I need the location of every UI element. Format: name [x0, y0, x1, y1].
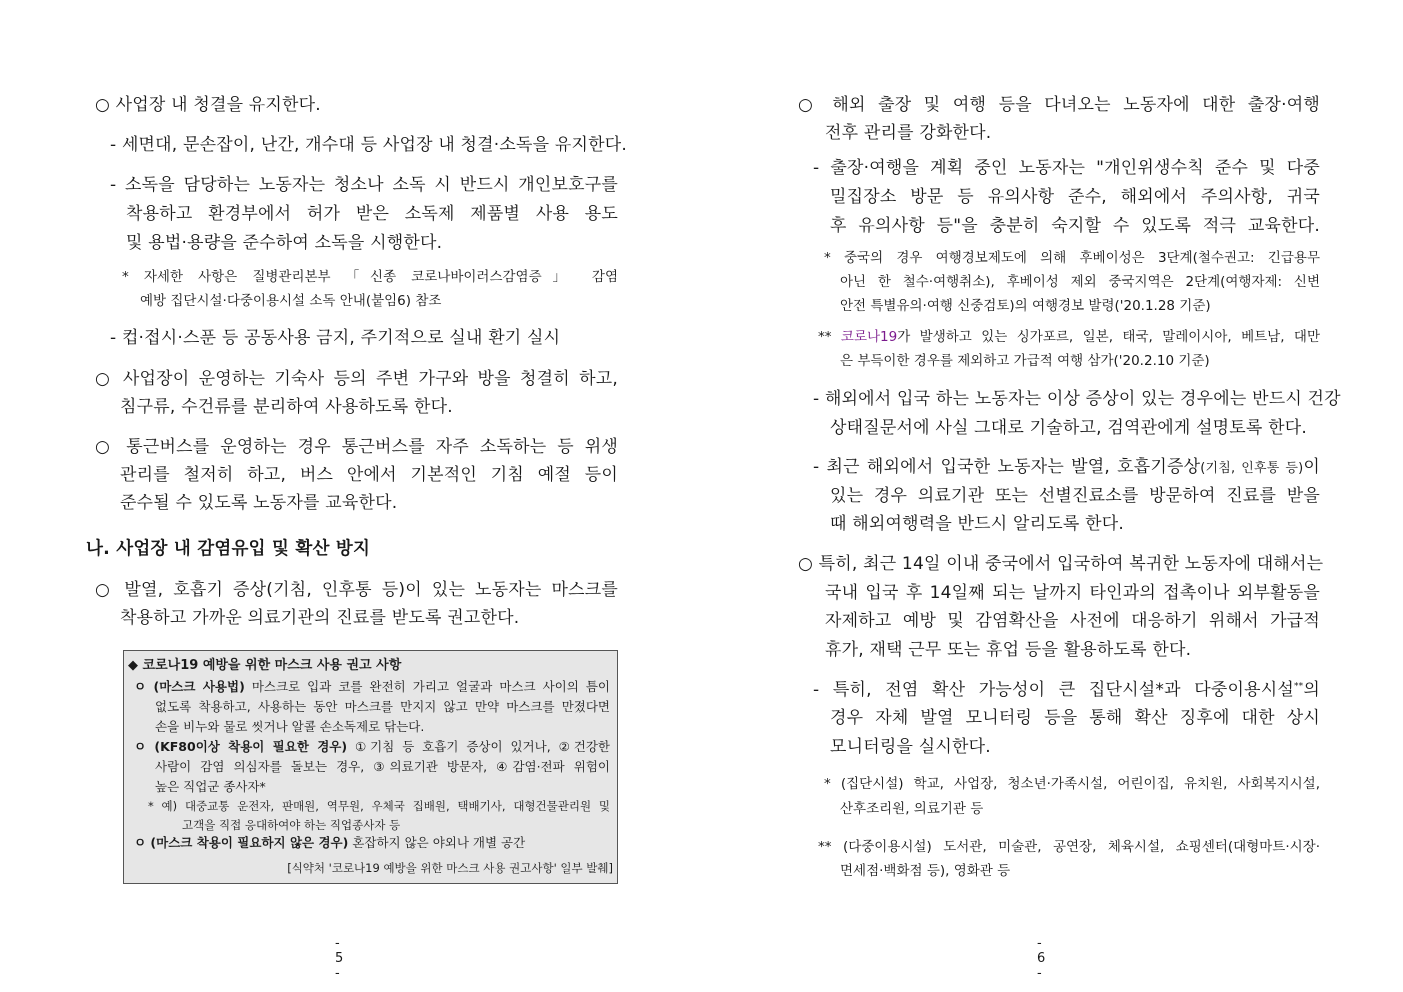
- bullet-cleanliness: ○ 사업장 내 청결을 유지한다.: [95, 95, 321, 115]
- box-item-mask-usage-text: 마스크로 입과 코를 완전히 가리고 얼굴과 마스크 사이의 틈이: [251, 679, 610, 694]
- dash-recent-entry-symptoms: (기침, 인후통 등): [1200, 461, 1304, 476]
- dash-facility-monitoring-2: 경우 자체 발열 모니터링 등을 통해 확산 징후에 대한 상시: [830, 708, 1320, 728]
- bullet-china-14days-2: 국내 입국 후 14일째 되는 날까지 타인과의 접촉이나 외부활동을: [825, 583, 1320, 603]
- dash-disinfect-facilities: - 세면대, 문손잡이, 난간, 개수대 등 사업장 내 청결·소독을 유지한다.: [110, 135, 627, 155]
- dash-facility-monitoring-1: [813, 679, 1320, 701]
- dash-planning-travel-1: - 출장·여행을 계획 중인 노동자는 "개인위생수칙 준수 및 다중: [813, 158, 1320, 178]
- box-source: [식약처 '코로나19 예방을 위한 마스크 사용 권고사항' 일부 발췌]: [287, 861, 613, 875]
- bullet-overseas-travel-2: 전후 관리를 강화한다.: [825, 123, 992, 143]
- bullet-overseas-travel-1: ○ 해외 출장 및 여행 등을 다녀오는 노동자에 대한 출장·여행: [798, 95, 1320, 115]
- bullet-commuter-bus-2: 관리를 철저히 하고, 버스 안에서 기본적인 기침 예절 등이: [120, 465, 618, 485]
- box-note-occupations-2: 고객을 직접 응대하여야 하는 직업종사자 등: [182, 818, 401, 832]
- note-china-advisory-1: * 중국의 경우 여행경보제도에 의해 후베이성은 3단계(철수권고: 긴급용무: [824, 250, 1320, 266]
- box-note-occupations-1: * 예) 대중교통 운전자, 판매원, 역무원, 우체국 집배원, 택배기사, 대형건물관리원 및: [148, 799, 610, 813]
- bullet-dormitory-1: ○ 사업장이 운영하는 기숙사 등의 주변 가구와 방을 청결히 하고,: [95, 369, 618, 389]
- double-asterisk: **: [1293, 681, 1304, 692]
- page-number-5: - 5 -: [335, 936, 346, 981]
- note-marker: **: [818, 329, 832, 345]
- note-china-advisory-2: 아닌 한 철수·여행취소), 후베이성 제외 중국지역은 2단계(여행자제: 신변: [840, 274, 1320, 290]
- box-item-mask-usage-3: 손을 비누와 물로 씻거나 알콜 손소독제로 닦는다.: [155, 719, 425, 734]
- dash-facility-monitoring-text: - 특히, 전염 확산 가능성이 큰 집단시설*과 다중이용시설: [813, 680, 1294, 700]
- dash-planning-travel-3: 후 유의사항 등"을 충분히 숙지할 수 있도록 적극 교육한다.: [830, 216, 1320, 236]
- dash-facility-monitoring-particle: 의: [1303, 680, 1320, 700]
- dash-disinfection-worker-3: 및 용법·용량을 준수하여 소독을 시행한다.: [126, 233, 443, 253]
- bullet-dormitory-2: 침구류, 수건류를 분리하여 사용하도록 한다.: [120, 397, 453, 417]
- box-item-kf80-text: ①기침 등 호흡기 증상이 있거나, ②건강한: [354, 739, 610, 754]
- dash-planning-travel-2: 밀집장소 방문 등 유의사항 준수, 해외에서 주의사항, 귀국: [830, 187, 1320, 207]
- bullet-china-14days-4: 휴가, 재택 근무 또는 휴업 등을 활용하도록 한다.: [825, 640, 1192, 660]
- note-disinfection-guide-2: 예방 집단시설·다중이용시설 소독 안내(붙임6) 참조: [140, 293, 442, 309]
- box-item-mask-usage-1: [134, 679, 610, 695]
- note-asia-advisory-2: 은 부득이한 경우를 제외하고 가급적 여행 삼가('20.2.10 기준): [840, 353, 1210, 369]
- dash-shared-utensils: - 컵·접시·스푼 등 공동사용 금지, 주기적으로 실내 환기 실시: [110, 328, 561, 348]
- box-item-kf80-1: [134, 739, 610, 755]
- note-asia-advisory-text: 가 발생하고 있는 싱가포르, 일본, 태국, 말레이시아, 베트남, 대만: [897, 329, 1321, 345]
- box-item-kf80-3: 높은 직업군 종사자*: [155, 779, 266, 794]
- mask-recommendation-box: [123, 650, 618, 884]
- box-item-kf80-2: 사람이 감염 의심자를 돌보는 경우, ③의료기관 방문자, ④감염·전파 위험이: [155, 759, 610, 774]
- box-item-mask-usage-2: 없도록 착용하고, 사용하는 동안 마스크를 만지지 않고 만약 마스크를 만졌다면: [155, 699, 610, 714]
- note-group-facilities-1: * (집단시설) 학교, 사업장, 청소년·가족시설, 어린이집, 유치원, 사회복지시설,: [824, 776, 1320, 792]
- section-heading: 나. 사업장 내 감염유입 및 확산 방지: [86, 539, 371, 559]
- dash-recent-entry-3: 때 해외여행력을 반드시 알리도록 한다.: [830, 514, 1124, 534]
- dash-recent-entry-1: [813, 456, 1320, 480]
- bullet-commuter-bus-1: ○ 통근버스를 운영하는 경우 통근버스를 자주 소독하는 등 위생: [95, 437, 618, 457]
- dash-disinfection-worker-2: 착용하고 환경부에서 허가 받은 소독제 제품별 사용 용도: [126, 204, 618, 224]
- bullet-china-14days-3: 자제하고 예방 및 감염확산을 사전에 대응하기 위해서 가급적: [825, 611, 1320, 631]
- page-number-6: - 6 -: [1037, 936, 1048, 981]
- dash-facility-monitoring-3: 모니터링을 실시한다.: [830, 737, 991, 757]
- bullet-commuter-bus-3: 준수될 수 있도록 노동자를 교육한다.: [120, 493, 398, 513]
- dash-recent-entry-text: - 최근 해외에서 입국한 노동자는 발열, 호흡기증상: [813, 457, 1201, 477]
- dash-recent-entry-2: 있는 경우 의료기관 또는 선별진료소를 방문하여 진료를 받을: [830, 486, 1320, 506]
- dash-disinfection-worker-1: - 소독을 담당하는 노동자는 청소나 소독 시 반드시 개인보호구를: [110, 175, 618, 195]
- dash-entry-symptoms-1: - 해외에서 입국 하는 노동자는 이상 증상이 있는 경우에는 반드시 건강: [813, 389, 1341, 409]
- box-item-mask-usage-label: ㅇ (마스크 사용법): [134, 679, 245, 694]
- note-public-facilities-2: 면세점·백화점 등), 영화관 등: [840, 863, 1011, 879]
- note-asia-advisory-1: [818, 328, 1320, 346]
- covid19-term: 코로나19: [840, 329, 898, 345]
- note-public-facilities-1: ** (다중이용시설) 도서관, 미술관, 공연장, 체육시설, 쇼핑센터(대형마트·시장·: [818, 839, 1320, 855]
- note-china-advisory-3: 안전 특별유의·여행 신중검토)의 여행경보 발령('20.1.28 기준): [840, 298, 1211, 314]
- note-disinfection-guide-1: * 자세한 사항은 질병관리본부 「신종 코로나바이러스감염증」 감염: [122, 269, 618, 285]
- bullet-symptoms-mask-2: 착용하고 가까운 의료기관의 진료를 받도록 권고한다.: [120, 608, 520, 628]
- box-title: ◆ 코로나19 예방을 위한 마스크 사용 권고 사항: [128, 658, 402, 673]
- box-item-not-required-label: ㅇ (마스크 착용이 필요하지 않은 경우): [134, 835, 349, 850]
- dash-recent-entry-particle: 이: [1303, 457, 1320, 477]
- box-item-not-required: [134, 835, 525, 851]
- dash-entry-symptoms-2: 상태질문서에 사실 그대로 기술하고, 검역관에게 설명토록 한다.: [830, 418, 1308, 438]
- note-group-facilities-2: 산후조리원, 의료기관 등: [840, 801, 984, 817]
- box-item-not-required-text: 혼잡하지 않은 야외나 개별 공간: [352, 835, 526, 850]
- bullet-china-14days-1: ○ 특히, 최근 14일 이내 중국에서 입국하여 복귀한 노동자에 대해서는: [798, 554, 1324, 574]
- box-item-kf80-label: ㅇ (KF80이상 착용이 필요한 경우): [134, 739, 348, 754]
- bullet-symptoms-mask-1: ○ 발열, 호흡기 증상(기침, 인후통 등)이 있는 노동자는 마스크를: [95, 580, 618, 600]
